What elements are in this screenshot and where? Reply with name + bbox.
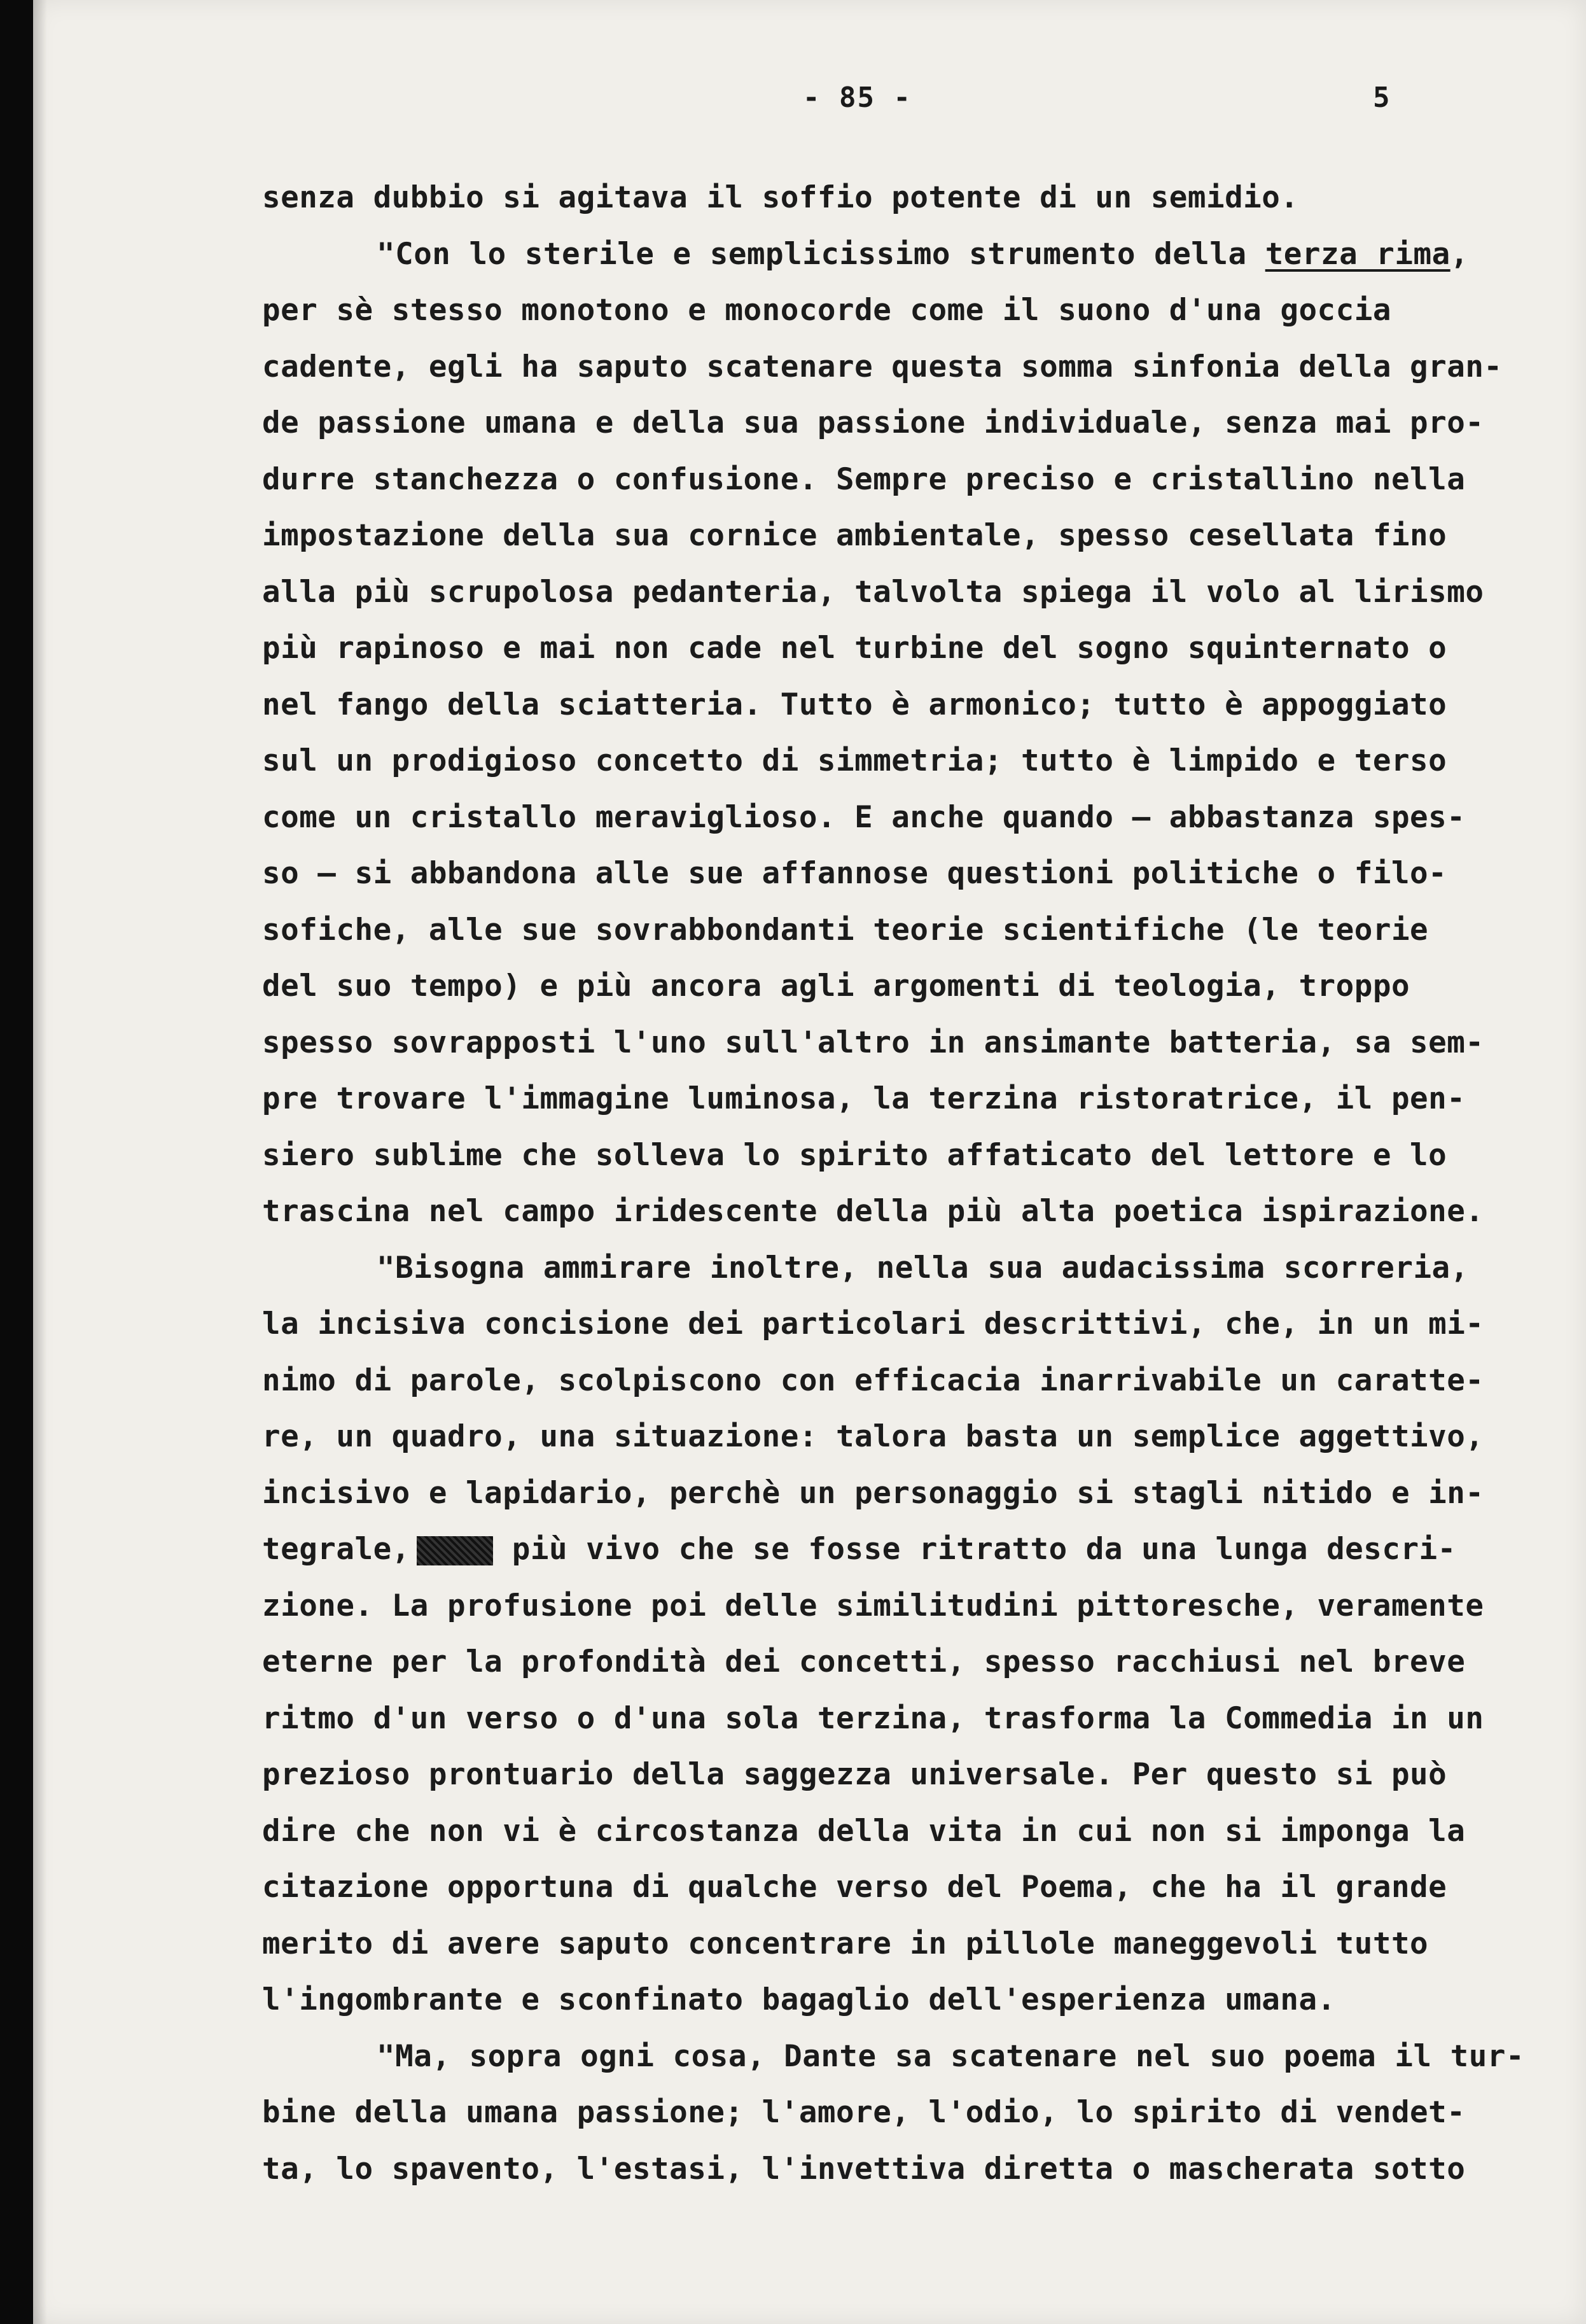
line-text: ta, lo spavento, l'estasi, l'invettiva diretta o mascherata sotto bbox=[262, 2151, 1466, 2187]
line-text: nel fango della sciatteria. Tutto è armonico; tutto è appoggiato bbox=[262, 687, 1447, 722]
text-line bbox=[262, 677, 1560, 734]
text-line bbox=[262, 1691, 1560, 1747]
line-text: per sè stesso monotono e monocorde come il suono d'una goccia bbox=[262, 293, 1391, 328]
text-line bbox=[262, 1747, 1560, 1803]
text-line bbox=[262, 2029, 1560, 2085]
line-text: siero sublime che solleva lo spirito affaticato del lettore e lo bbox=[262, 1137, 1447, 1173]
line-text: impostazione della sua cornice ambientale, spesso cesellata fino bbox=[262, 518, 1447, 553]
text-line bbox=[262, 846, 1560, 902]
line-text: l'ingombrante e sconfinato bagaglio dell'esperienza umana. bbox=[262, 1982, 1336, 2017]
page-header bbox=[0, 81, 1586, 120]
sheet-number: 5 bbox=[1373, 81, 1390, 114]
line-text: so — si abbandona alle sue affannose questioni politiche o filo- bbox=[262, 856, 1447, 891]
text-line bbox=[262, 1466, 1560, 1522]
text-line bbox=[262, 1859, 1560, 1916]
line-text: "Bisogna ammirare inoltre, nella sua audacissima scorreria, bbox=[377, 1250, 1469, 1285]
text-line bbox=[262, 1522, 1560, 1578]
text-line bbox=[262, 902, 1560, 959]
text-line bbox=[262, 1353, 1560, 1410]
text-line bbox=[262, 227, 1560, 283]
line-text-pre: "Con lo sterile e semplicissimo strumento della bbox=[377, 236, 1265, 272]
line-text: "Ma, sopra ogni cosa, Dante sa scatenare nel suo poema il tur- bbox=[377, 2038, 1525, 2074]
text-line bbox=[262, 452, 1560, 508]
text-line bbox=[262, 564, 1560, 621]
line-text: alla più scrupolosa pedanteria, talvolta spiega il volo al lirismo bbox=[262, 574, 1484, 610]
paper-edge-shadow bbox=[33, 0, 47, 2324]
typewritten-body bbox=[262, 170, 1560, 2197]
line-text: zione. La profusione poi delle similitudini pittoresche, veramente bbox=[262, 1588, 1484, 1623]
text-line bbox=[262, 733, 1560, 790]
text-line bbox=[262, 1972, 1560, 2029]
line-text-pre: tegrale, bbox=[262, 1532, 410, 1567]
line-text: sul un prodigioso concetto di simmetria; tutto è limpido e terso bbox=[262, 743, 1447, 778]
line-text: re, un quadro, una situazione: talora basta un semplice aggettivo, bbox=[262, 1419, 1484, 1454]
text-line bbox=[262, 620, 1560, 677]
redaction-mark bbox=[417, 1536, 493, 1565]
text-line bbox=[262, 1296, 1560, 1353]
line-text: ritmo d'un verso o d'una sola terzina, trasforma la Commedia in un bbox=[262, 1700, 1484, 1736]
line-text: come un cristallo meraviglioso. E anche quando — abbastanza spes- bbox=[262, 799, 1466, 835]
text-line bbox=[262, 395, 1560, 452]
text-line bbox=[262, 1071, 1560, 1128]
text-line bbox=[262, 2141, 1560, 2198]
text-line bbox=[262, 790, 1560, 846]
underlined-term: terza rima bbox=[1265, 236, 1450, 272]
line-text: durre stanchezza o confusione. Sempre preciso e cristallino nella bbox=[262, 461, 1466, 497]
text-line bbox=[262, 339, 1560, 396]
text-line bbox=[262, 1409, 1560, 1466]
page-number: - 85 - bbox=[803, 81, 912, 114]
text-line bbox=[262, 170, 1560, 227]
line-text: bine della umana passione; l'amore, l'odio, lo spirito di vendet- bbox=[262, 2095, 1466, 2130]
line-text: spesso sovrapposti l'uno sull'altro in ansimante batteria, sa sem- bbox=[262, 1025, 1484, 1060]
line-text: citazione opportuna di qualche verso del Poema, che ha il grande bbox=[262, 1870, 1447, 1905]
line-text: senza dubbio si agitava il soffio potente di un semidio. bbox=[262, 180, 1299, 215]
text-line bbox=[262, 1015, 1560, 1072]
line-text: pre trovare l'immagine luminosa, la terzina ristoratrice, il pen- bbox=[262, 1081, 1466, 1116]
line-text: merito di avere saputo concentrare in pillole maneggevoli tutto bbox=[262, 1926, 1429, 1961]
text-line bbox=[262, 1916, 1560, 1973]
text-line bbox=[262, 1578, 1560, 1635]
line-text: nimo di parole, scolpiscono con efficacia inarrivabile un caratte- bbox=[262, 1362, 1484, 1398]
text-line bbox=[262, 1128, 1560, 1184]
text-line bbox=[262, 1803, 1560, 1860]
text-line bbox=[262, 283, 1560, 339]
text-line bbox=[262, 1240, 1560, 1297]
text-line bbox=[262, 2085, 1560, 2141]
line-text-post: più vivo che se fosse ritratto da una lunga descri- bbox=[511, 1532, 1456, 1567]
line-text-post: , bbox=[1450, 236, 1469, 272]
text-line bbox=[262, 958, 1560, 1015]
text-line bbox=[262, 1634, 1560, 1691]
line-text: prezioso prontuario della saggezza universale. Per questo si può bbox=[262, 1757, 1447, 1792]
line-text: trascina nel campo iridescente della più alta poetica ispirazione. bbox=[262, 1194, 1484, 1229]
line-text: eterne per la profondità dei concetti, spesso racchiusi nel breve bbox=[262, 1644, 1466, 1679]
text-line bbox=[262, 1184, 1560, 1240]
line-text: più rapinoso e mai non cade nel turbine del sogno squinternato o bbox=[262, 631, 1447, 666]
line-text: incisivo e lapidario, perchè un personaggio si stagli nitido e in- bbox=[262, 1475, 1484, 1511]
text-line bbox=[262, 508, 1560, 564]
line-text: cadente, egli ha saputo scatenare questa somma sinfonia della gran- bbox=[262, 349, 1503, 384]
line-text: la incisiva concisione dei particolari descrittivi, che, in un mi- bbox=[262, 1306, 1484, 1341]
line-text: sofiche, alle sue sovrabbondanti teorie scientifiche (le teorie bbox=[262, 912, 1429, 948]
line-text: dire che non vi è circostanza della vita in cui non si imponga la bbox=[262, 1813, 1466, 1849]
line-text: del suo tempo) e più ancora agli argomenti di teologia, troppo bbox=[262, 969, 1410, 1004]
line-text: de passione umana e della sua passione individuale, senza mai pro- bbox=[262, 405, 1484, 440]
